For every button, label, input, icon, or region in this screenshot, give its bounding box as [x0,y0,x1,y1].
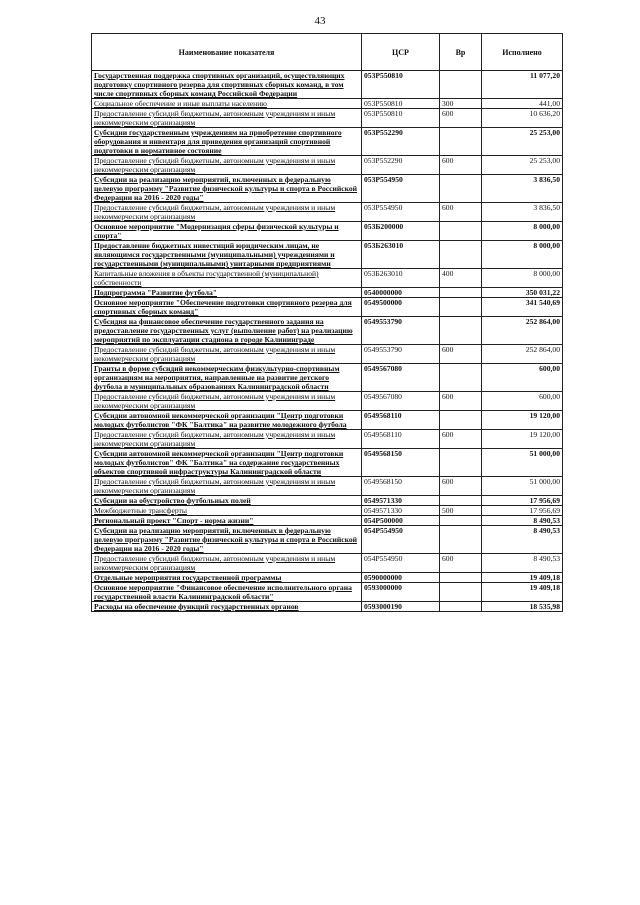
table-row [92,526,563,554]
table-row [92,317,563,345]
row-csr: 0593000000 [362,583,440,602]
row-sum: 10 636,20 [482,109,563,128]
row-vr: 600 [440,430,482,449]
header-name: Наименование показателя [92,34,362,71]
row-sum: 51 000,00 [482,477,563,496]
row-sum: 51 000,00 [482,449,563,477]
row-csr: 0549568110 [362,430,440,449]
row-vr [440,411,482,430]
row-sum: 17 956,69 [482,496,563,506]
row-sum: 8 490,53 [482,526,563,554]
row-csr: 0549568110 [362,411,440,430]
table-row [92,175,563,203]
row-csr: 0549553790 [362,317,440,345]
table-header-row [92,34,563,71]
table-row [92,583,563,602]
row-sum: 3 836,50 [482,175,563,203]
row-vr: 600 [440,109,482,128]
table-row [92,241,563,269]
row-name: Социальное обеспечение и иные выплаты населению [92,99,362,109]
row-name: Субсидии на реализацию мероприятий, включенных в федеральную целевую программу "Развитие физической культуры и спорта в Российской Федерации на 2016 - 2020 годы" [92,526,362,554]
row-sum: 17 956,69 [482,506,563,516]
row-name: Предоставление субсидий бюджетным, автономным учреждениям и иным некоммерческим организациям [92,392,362,411]
row-vr [440,449,482,477]
row-name: Межбюджетные трансферты [92,506,362,516]
row-csr: 0549571330 [362,506,440,516]
row-csr: 0549568150 [362,477,440,496]
row-name: Основное мероприятие "Финансовое обеспечение исполнительного органа государственной власти Калининградской области" [92,583,362,602]
row-name: Предоставление субсидий бюджетным, автономным учреждениям и иным некоммерческим организациям [92,345,362,364]
table-row [92,203,563,222]
row-csr: 0549500000 [362,298,440,317]
row-csr: 0549553790 [362,345,440,364]
row-sum: 8 000,00 [482,269,563,288]
table-row [92,99,563,109]
row-vr [440,602,482,612]
table-row [92,392,563,411]
table-row [92,602,563,612]
row-name: Региональный проект "Спорт - норма жизни" [92,516,362,526]
row-vr: 400 [440,269,482,288]
row-csr: 053Р554950 [362,203,440,222]
row-sum: 19 120,00 [482,411,563,430]
row-sum: 19 409,18 [482,573,563,583]
row-vr: 600 [440,156,482,175]
row-name: Гранты в форме субсидий некоммерческим физкультурно-спортивным организациям на мероприятия, направленные на развитие детского футбола в муниципальных образованиях Калининградской области [92,364,362,392]
row-vr [440,175,482,203]
row-csr: 053Р552290 [362,128,440,156]
row-csr: 0590000000 [362,573,440,583]
row-name: Предоставление субсидий бюджетным, автономным учреждениям и иным некоммерческим организациям [92,430,362,449]
table-row [92,298,563,317]
row-vr: 600 [440,477,482,496]
table-row [92,345,563,364]
row-csr: 054Р554950 [362,554,440,573]
row-name: Предоставление субсидий бюджетным, автономным учреждениям и иным некоммерческим организациям [92,554,362,573]
row-csr: 0549567080 [362,392,440,411]
row-sum: 8 000,00 [482,241,563,269]
row-name: Подпрограмма "Развитие футбола" [92,288,362,298]
table-row [92,222,563,241]
row-vr: 600 [440,554,482,573]
row-sum: 19 120,00 [482,430,563,449]
row-name: Предоставление субсидий бюджетным, автономным учреждениям и иным некоммерческим организациям [92,109,362,128]
row-vr [440,128,482,156]
row-name: Предоставление субсидий бюджетным, автономным учреждениям и иным некоммерческим организациям [92,156,362,175]
row-sum: 19 409,18 [482,583,563,602]
table-row [92,554,563,573]
row-vr [440,573,482,583]
row-sum: 252 864,00 [482,317,563,345]
row-name: Субсидии автономной некоммерческой организации "Центр подготовки молодых футболистов" ФК "Балтика" на содержание государственных объектов спортивной инфраструктуры Калининградской области [92,449,362,477]
table-row [92,128,563,156]
row-csr: 0549571330 [362,496,440,506]
header-sum: Исполнено [482,34,563,71]
table-row [92,364,563,392]
table-row [92,411,563,430]
row-vr [440,317,482,345]
row-vr [440,496,482,506]
row-sum: 25 253,00 [482,128,563,156]
row-csr: 053Р550810 [362,99,440,109]
row-vr: 600 [440,345,482,364]
page-number: 43 [314,15,326,27]
row-name: Основное мероприятие "Модернизация сферы физической культуры и спорта" [92,222,362,241]
row-vr [440,71,482,99]
table-row [92,288,563,298]
row-sum: 341 540,69 [482,298,563,317]
row-vr [440,222,482,241]
row-vr [440,516,482,526]
row-csr: 0549568150 [362,449,440,477]
row-sum: 25 253,00 [482,156,563,175]
row-vr [440,364,482,392]
table-row [92,506,563,516]
row-vr: 300 [440,99,482,109]
row-vr [440,288,482,298]
table-row [92,516,563,526]
row-name: Субсидия на финансовое обеспечение государственного задания на предоставление государственных услуг (выполнение работ) на реализацию мероприятий по эксплуатации стадиона в городе Калининграде [92,317,362,345]
row-vr [440,583,482,602]
row-sum: 600,00 [482,392,563,411]
row-vr: 500 [440,506,482,516]
row-name: Субсидии автономной некоммерческой организации "Центр подготовки молодых футболистов "ФК "Балтика" на развитие молодежного футбола [92,411,362,430]
row-name: Отдельные мероприятия государственной программы [92,573,362,583]
row-name: Капитальные вложения в объекты государственной (муниципальной) собственности [92,269,362,288]
budget-table [91,33,563,612]
row-sum: 252 864,00 [482,345,563,364]
row-name: Основное мероприятие "Обеспечение подготовки спортивного резерва для спортивных сборных команд" [92,298,362,317]
row-sum: 3 836,50 [482,203,563,222]
row-vr: 600 [440,392,482,411]
row-sum: 18 535,98 [482,602,563,612]
row-name: Субсидии государственным учреждениям на приобретение спортивного оборудования и инвентаря для приведения организаций спортивной подготовки в нормативное состояние [92,128,362,156]
row-sum: 350 031,22 [482,288,563,298]
row-csr: 053Б200000 [362,222,440,241]
row-name: Субсидии на реализацию мероприятий, включенных в федеральную целевую программу "Развитие физической культуры и спорта в Российской Федерации на 2016 - 2020 годы" [92,175,362,203]
row-sum: 11 077,20 [482,71,563,99]
row-sum: 600,00 [482,364,563,392]
table-row [92,71,563,99]
row-sum: 8 490,53 [482,554,563,573]
row-csr: 053Р552290 [362,156,440,175]
table-row [92,109,563,128]
table-row [92,269,563,288]
table-row [92,449,563,477]
table-row [92,430,563,449]
row-vr [440,526,482,554]
row-csr: 053Б263010 [362,241,440,269]
row-csr: 053Б263010 [362,269,440,288]
row-csr: 0593000190 [362,602,440,612]
table-row [92,156,563,175]
row-vr: 600 [440,203,482,222]
row-csr: 053Р554950 [362,175,440,203]
row-name: Предоставление бюджетных инвестиций юридическим лицам, не являющимся государственными (муниципальными) учреждениями и государственными (муниципальными) унитарными предприятиями [92,241,362,269]
row-name: Предоставление субсидий бюджетным, автономным учреждениям и иным некоммерческим организациям [92,477,362,496]
row-sum: 8 490,53 [482,516,563,526]
header-vr: Вр [440,34,482,71]
row-csr: 053Р550810 [362,71,440,99]
row-csr: 0549567080 [362,364,440,392]
table-row [92,477,563,496]
header-csr: ЦСР [362,34,440,71]
row-csr: 053Р550810 [362,109,440,128]
row-name: Субсидии на обустройство футбольных полей [92,496,362,506]
row-csr: 054Р500000 [362,516,440,526]
row-sum: 441,00 [482,99,563,109]
row-vr [440,241,482,269]
row-name: Государственная поддержка спортивных организаций, осуществляющих подготовку спортивного резерва для спортивных сборных команд, в том числе спортивных сборных команд Российской Федерации [92,71,362,99]
row-sum: 8 000,00 [482,222,563,241]
row-csr: 0540000000 [362,288,440,298]
row-name: Расходы на обеспечение функций государственных органов [92,602,362,612]
table-row [92,573,563,583]
table-row [92,496,563,506]
row-vr [440,298,482,317]
row-csr: 054Р554950 [362,526,440,554]
row-name: Предоставление субсидий бюджетным, автономным учреждениям и иным некоммерческим организациям [92,203,362,222]
